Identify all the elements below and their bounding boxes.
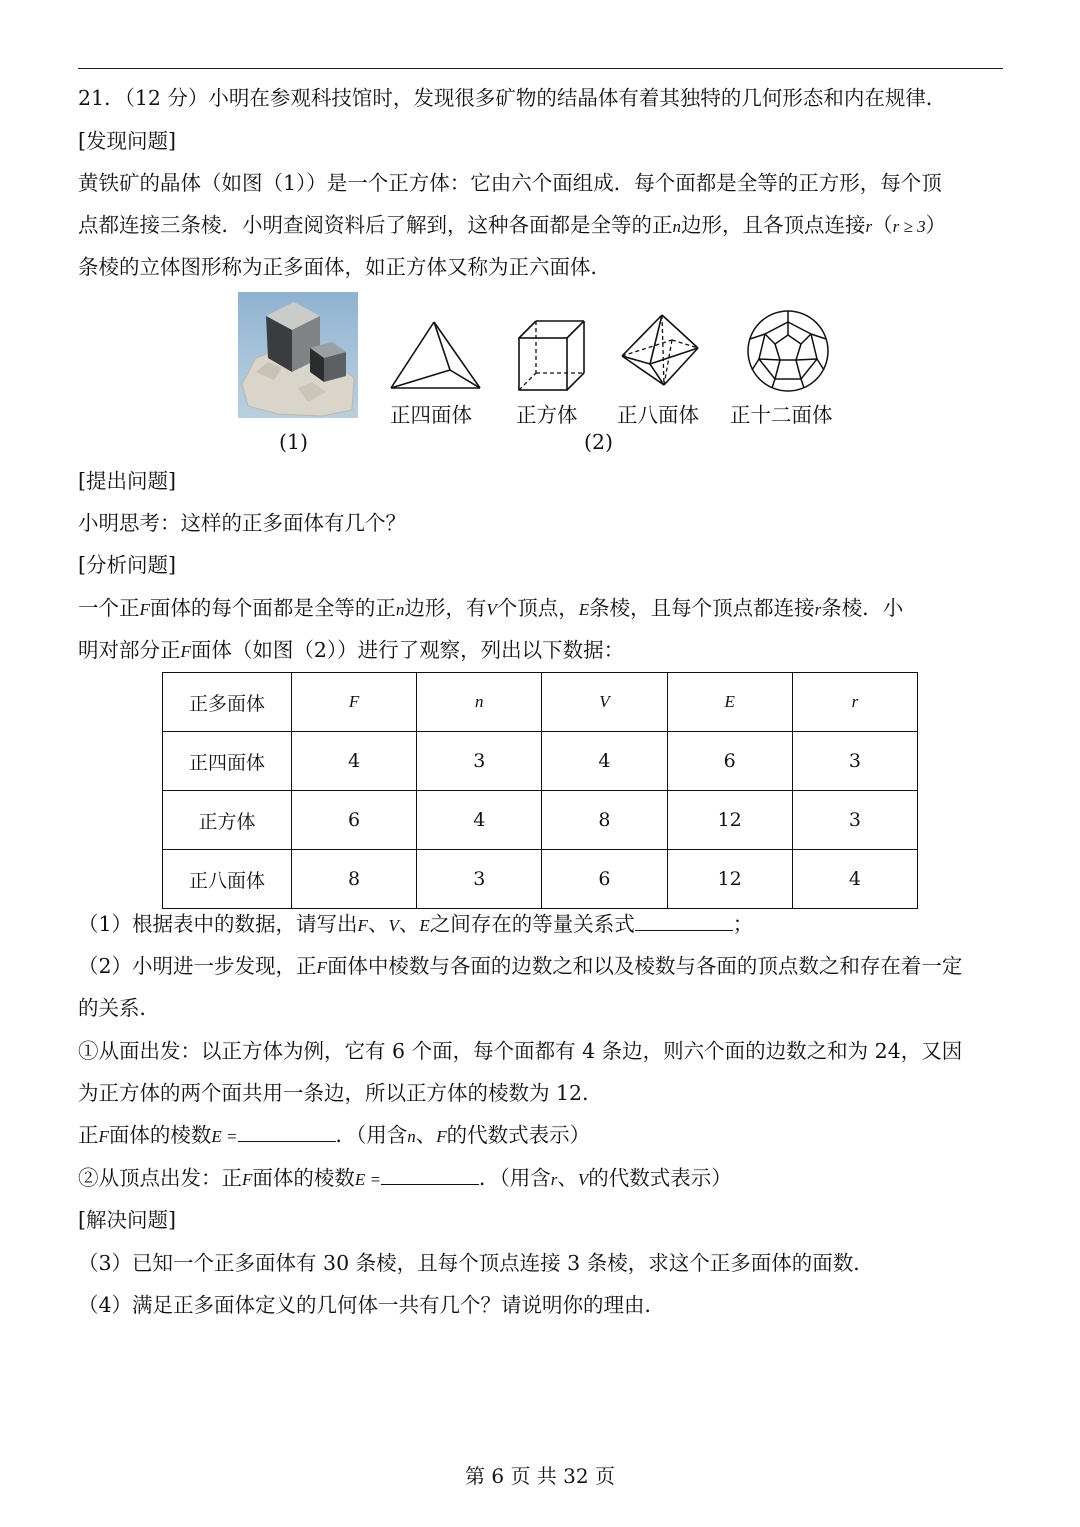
table-row — [163, 850, 918, 909]
table-cell: 3 — [417, 732, 542, 791]
section-pose: [提出问题] — [78, 469, 176, 493]
answer-blank-2[interactable] — [238, 1121, 336, 1142]
table-cell: 4 — [292, 732, 417, 791]
table-header-cell: 正多面体 — [163, 673, 292, 732]
answer-blank-1[interactable] — [635, 910, 733, 931]
label-cube: 正方体 — [516, 403, 578, 427]
table-cell: 正方体 — [163, 791, 292, 850]
table-header-cell: r — [792, 673, 917, 732]
page-footer: 第 6 页 共 32 页 — [465, 1464, 615, 1488]
table-header-cell: F — [292, 673, 417, 732]
discover-line-2: 点都连接三条棱．小明查阅资料后了解到，这种各面都是全等的正n边形，且各顶点连接r（r ≥ 3） — [78, 213, 947, 237]
table-cell: 正四面体 — [163, 732, 292, 791]
label-octahedron: 正八面体 — [617, 403, 699, 427]
table-header-cell: V — [542, 673, 667, 732]
table-cell: 6 — [542, 850, 667, 909]
dodecahedron-figure — [744, 308, 832, 394]
figure-2-caption: (2) — [584, 430, 614, 454]
table-row — [163, 791, 918, 850]
cube-figure — [516, 318, 588, 394]
discover-line-3: 条棱的立体图形称为正多面体，如正方体又称为正六面体． — [78, 255, 611, 279]
question-intro: 21．（12 分）小明在参观科技馆时，发现很多矿物的结晶体有着其独特的几何形态和内在规律． — [78, 86, 947, 110]
table-header-cell: E — [667, 673, 792, 732]
table-cell: 正八面体 — [163, 850, 292, 909]
tetrahedron-figure — [388, 318, 484, 392]
section-solve: [解决问题] — [78, 1208, 176, 1232]
label-tetrahedron: 正四面体 — [390, 403, 472, 427]
polyhedra-data-table — [162, 672, 918, 909]
table-cell: 8 — [292, 850, 417, 909]
vertex-edge-question: ②从顶点出发：正F面体的棱数E = ．（用含r、V的代数式表示） — [78, 1166, 732, 1190]
answer-blank-3[interactable] — [381, 1164, 479, 1185]
analyze-line-1: 一个正F面体的每个面都是全等的正n边形，有V个顶点，E条棱，且每个顶点都连接r条棱．小 — [78, 596, 904, 620]
section-analyze: [分析问题] — [78, 553, 176, 577]
table-cell: 12 — [667, 791, 792, 850]
question-4: （4）满足正多面体定义的几何体一共有几个？请说明你的理由． — [78, 1293, 666, 1317]
question-3: （3）已知一个正多面体有 30 条棱，且每个顶点连接 3 条棱，求这个正多面体的面数． — [78, 1251, 874, 1275]
discover-line-1: 黄铁矿的晶体（如图（1））是一个正方体：它由六个面组成．每个面都是全等的正方形，每个顶 — [78, 171, 942, 195]
figure-1-caption: (1) — [279, 430, 309, 454]
table-cell: 8 — [542, 791, 667, 850]
face-edge-question: 正F面体的棱数E = ．（用含n、F的代数式表示） — [78, 1123, 591, 1147]
label-dodecahedron: 正十二面体 — [730, 403, 833, 427]
question-2-line-2: 的关系． — [78, 996, 160, 1020]
face-reasoning-line-1: ①从面出发：以正方体为例，它有 6 个面，每个面都有 4 条边，则六个面的边数之和为 24，又因 — [78, 1039, 963, 1063]
table-row — [163, 732, 918, 791]
face-reasoning-line-2: 为正方体的两个面共用一条边，所以正方体的棱数为 12． — [78, 1081, 603, 1105]
table-cell: 4 — [417, 791, 542, 850]
table-cell: 6 — [292, 791, 417, 850]
table-cell: 3 — [792, 732, 917, 791]
question-2-line-1: （2）小明进一步发现，正F面体中棱数与各面的边数之和以及棱数与各面的顶点数之和存在着一定 — [78, 954, 963, 978]
table-cell: 12 — [667, 850, 792, 909]
table-cell: 4 — [792, 850, 917, 909]
top-rule — [78, 68, 1003, 69]
section-discover: [发现问题] — [78, 129, 176, 153]
table-header-row — [163, 673, 918, 732]
question-1: （1）根据表中的数据，请写出F、V、E之间存在的等量关系式 ； — [78, 912, 754, 936]
pose-line: 小明思考：这样的正多面体有几个？ — [78, 511, 406, 535]
octahedron-figure — [618, 312, 702, 388]
analyze-line-2: 明对部分正F面体（如图（2））进行了观察，列出以下数据： — [78, 638, 625, 662]
table-cell: 3 — [417, 850, 542, 909]
table-cell: 3 — [792, 791, 917, 850]
pyrite-illustration — [238, 292, 358, 418]
pyrite-photo — [238, 292, 358, 418]
table-cell: 4 — [542, 732, 667, 791]
table-header-cell: n — [417, 673, 542, 732]
table-cell: 6 — [667, 732, 792, 791]
